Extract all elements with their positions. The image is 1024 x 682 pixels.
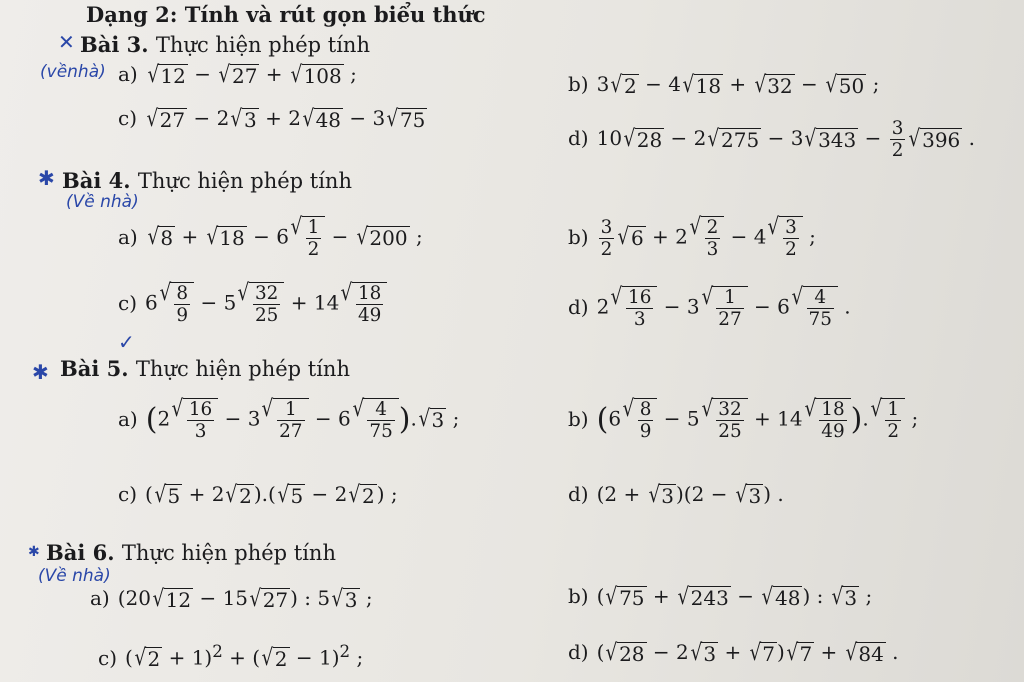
exercise-3-heading: [80, 32, 370, 57]
exercise-6-number: Bài 6.: [46, 540, 115, 565]
exercise-4-heading: [62, 168, 352, 193]
exercise-3b: [568, 72, 879, 98]
exercise-6a: [90, 586, 373, 612]
exercise-6d: [568, 640, 899, 666]
exercise-5-heading: [60, 356, 350, 381]
exercise-4b: [568, 216, 816, 260]
exercise-5d-label: d): [568, 482, 589, 506]
exercise-3-number: Bài 3.: [80, 32, 149, 57]
exercise-3a-expression: √ 12 − √ 27 + √ 108 ;: [147, 61, 357, 88]
exercise-5a-expression: (2 √ $\frac{16}{3}$ − 3 √ $\frac{1}{27}$ − 6 √ $\frac{4}{75}$ ). √ 3 ;: [145, 396, 460, 443]
exercise-6b-label: b): [568, 584, 589, 608]
exercise-4a-expression: √ 8 + √ 18 − 6 √ $\frac{1}{2}$ − √ 200 ;: [147, 214, 423, 261]
exercise-4b-label: b): [568, 224, 589, 249]
exercise-4b-expression: $\frac{3}{2}$ √ 6 + 2 √ $\frac{2}{3}$ − 4 √ $\frac{3}{2}$ ;: [600, 214, 816, 261]
exercise-3-instruction: Thực hiện phép tính: [155, 33, 370, 57]
star-mark-icon: ✱: [38, 166, 55, 190]
exercise-5-instruction: Thực hiện phép tính: [135, 357, 350, 381]
exercise-4d-expression: 2 √ $\frac{16}{3}$ − 3 √ $\frac{1}{27}$ − 6 √ $\frac{4}{75}$ .: [596, 284, 851, 331]
exercise-6b-expression: ( √ 75 + √ 243 − √ 48 ) : √ 3 ;: [596, 583, 873, 610]
exercise-6-instruction: Thực hiện phép tính: [121, 541, 336, 565]
exercise-5b: [568, 398, 918, 442]
star-mark-icon: ✱: [28, 544, 40, 560]
exercise-3c: [118, 106, 427, 132]
exercise-5b-expression: (6 √ $\frac{8}{9}$ − 5 √ $\frac{32}{25}$ + 14 √ $\frac{18}{49}$ ). √ $\frac{1}{2}$ ;: [596, 396, 919, 443]
exercise-5a-label: a): [118, 406, 138, 431]
exercise-6c: [98, 642, 363, 671]
exercise-4c-expression: 6 √ $\frac{8}{9}$ − 5 √ $\frac{32}{25}$ + 14 √ $\frac{18}{49}$: [145, 282, 387, 326]
exercise-6c-expression: ( √ 2 + 1)$^2$ + ( √ 2 − 1)$^2$ ;: [125, 642, 364, 672]
exercise-3d-expression: 10 √ 28 − 2 √ 275 − 3 √ 343 − $\frac{3}{2}$ √ 396 .: [596, 118, 976, 162]
exercise-3a-label: a): [118, 62, 138, 86]
exercise-6-heading: [46, 540, 336, 565]
exercise-6d-label: d): [568, 640, 589, 664]
exercise-3b-label: b): [568, 72, 589, 96]
exercise-4a: [118, 216, 423, 260]
exercise-3-handwritten-note: (vềnhà): [40, 62, 106, 82]
exercise-6a-label: a): [90, 586, 110, 610]
exercise-4c: [118, 282, 387, 326]
exercise-6b: [568, 584, 872, 610]
exercise-6d-expression: ( √ 28 − 2 √ 3 + √ 7 ) √ 7 + √ 84 .: [596, 639, 899, 666]
exercise-3a: [118, 62, 357, 88]
exercise-3d-label: d): [568, 126, 589, 151]
exercise-6a-expression: (20 √ 12 − 15 √ 27 ) : 5 √ 3 ;: [117, 585, 373, 612]
exercise-5-number: Bài 5.: [60, 356, 129, 381]
exercise-5c-expression: ( √ 5 + 2 √ 2 ).( √ 5 − 2 √ 2 ) ;: [145, 481, 398, 508]
exercise-4-handwritten-note: (Về nhà): [66, 192, 139, 212]
cross-mark-icon: ✕: [58, 30, 75, 54]
exercise-3b-expression: 3 √ 2 − 4 √ 18 + √ 32 − √ 50 ;: [596, 71, 880, 98]
check-mark-icon: ✓: [118, 330, 135, 354]
exercise-4-number: Bài 4.: [62, 168, 131, 193]
exercise-4-instruction: Thực hiện phép tính: [137, 169, 352, 193]
exercise-5b-label: b): [568, 406, 589, 431]
star-mark-icon: ✱: [32, 360, 49, 384]
exercise-5c-label: c): [118, 482, 138, 506]
exercise-4c-label: c): [118, 290, 138, 315]
exercise-5c: [118, 482, 398, 508]
exercise-5d: [568, 482, 784, 508]
exercise-5d-expression: (2 + √ 3 )(2 − √ 3 ) .: [596, 481, 784, 508]
exercise-3c-expression: √ 27 − 2 √ 3 + 2 √ 48 − 3 √ 75: [146, 105, 426, 132]
exercise-5a: [118, 398, 459, 442]
exercise-4a-label: a): [118, 224, 138, 249]
exercise-3d: [568, 118, 975, 161]
exercise-4d: [568, 286, 851, 330]
exercise-6c-label: c): [98, 645, 118, 670]
exercise-3c-label: c): [118, 106, 138, 130]
page-title: Dạng 2: Tính và rút gọn biểu thức: [86, 2, 486, 27]
exercise-6-handwritten-note: (Về nhà): [38, 566, 111, 586]
exercise-4d-label: d): [568, 294, 589, 319]
